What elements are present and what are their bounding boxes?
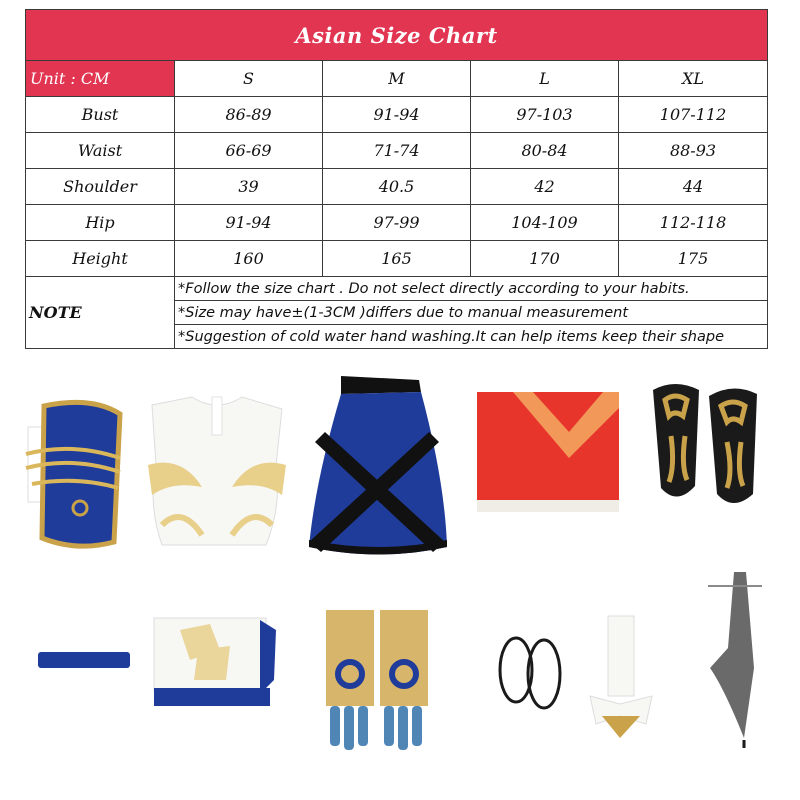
note-row <box>26 277 768 301</box>
black-elastic-loops-icon <box>492 630 572 720</box>
size-header-row <box>26 61 768 97</box>
chart-title: Asian Size Chart <box>26 10 768 61</box>
table-cell: 97-99 <box>323 205 471 241</box>
table-cell: 40.5 <box>323 169 471 205</box>
note-label: NOTE <box>26 277 175 349</box>
unit-label: Unit : CM <box>26 61 175 97</box>
size-chart-table <box>25 9 768 349</box>
table-cell: 42 <box>471 169 619 205</box>
table-cell: 112-118 <box>619 205 768 241</box>
note-line-2: *Size may have±(1-3CM )differs due to manual measurement <box>175 301 768 325</box>
grey-tail-piece-icon <box>704 568 766 752</box>
black-gold-leg-guards-icon <box>645 376 765 516</box>
table-row <box>26 169 768 205</box>
row-label-waist: Waist <box>26 133 175 169</box>
red-cape-icon <box>473 388 623 518</box>
table-cell: 107-112 <box>619 97 768 133</box>
table-cell: 160 <box>175 241 323 277</box>
row-label-shoulder: Shoulder <box>26 169 175 205</box>
chart-title-row <box>26 10 768 61</box>
size-header-m: M <box>323 61 471 97</box>
gold-gloves-icon <box>318 606 436 754</box>
table-cell: 71-74 <box>323 133 471 169</box>
blue-band-icon <box>36 648 132 672</box>
table-cell: 88-93 <box>619 133 768 169</box>
table-cell: 170 <box>471 241 619 277</box>
white-blue-sleeve-icon <box>150 610 280 710</box>
white-top-icon <box>142 395 292 550</box>
size-header-s: S <box>175 61 323 97</box>
size-header-xl: XL <box>619 61 768 97</box>
note-line-1: *Follow the size chart . Do not select directly according to your habits. <box>175 277 768 301</box>
table-cell: 165 <box>323 241 471 277</box>
table-cell: 91-94 <box>175 205 323 241</box>
table-cell: 97-103 <box>471 97 619 133</box>
note-line-3: *Suggestion of cold water hand washing.It can help items keep their shape <box>175 325 768 349</box>
table-row <box>26 97 768 133</box>
size-header-l: L <box>471 61 619 97</box>
blue-skirt-icon <box>305 372 455 562</box>
table-cell: 80-84 <box>471 133 619 169</box>
blue-gold-cuff-icon <box>22 392 132 552</box>
white-tie-with-bow-icon <box>586 612 656 742</box>
table-cell: 44 <box>619 169 768 205</box>
row-label-bust: Bust <box>26 97 175 133</box>
table-row <box>26 205 768 241</box>
row-label-hip: Hip <box>26 205 175 241</box>
table-cell: 91-94 <box>323 97 471 133</box>
table-row <box>26 133 768 169</box>
table-cell: 104-109 <box>471 205 619 241</box>
row-label-height: Height <box>26 241 175 277</box>
table-cell: 86-89 <box>175 97 323 133</box>
table-cell: 66-69 <box>175 133 323 169</box>
table-row <box>26 241 768 277</box>
table-cell: 175 <box>619 241 768 277</box>
table-cell: 39 <box>175 169 323 205</box>
